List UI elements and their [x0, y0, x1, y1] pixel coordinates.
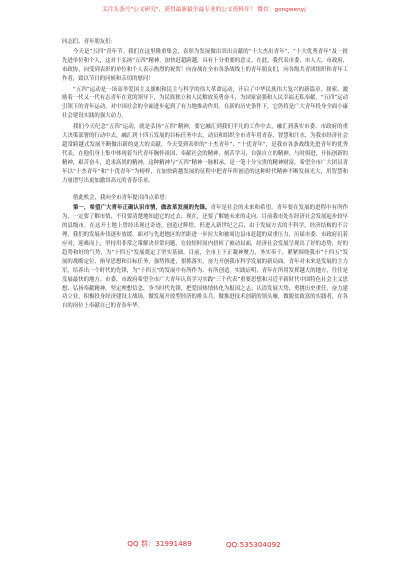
paragraph-3: 我们今天纪念“五四”运动，就是弘扬“五四”精神，要它融汇到我们平凡的工作中去，融汇到落实市委、市政府的重大决策部署的行动中去，融汇到十四五发展的目标任务中去，动员和组织全市青年用青春、智慧和汗水，为我市经济社会超常跨越式发展不断做出新的更大的贡献。今天受到表彰的“十杰青年”、“十优青年”，是我市各条战线先进青年的优秀代表，在他们身上集中体现着当代青年胸怀祖国、奉献社会的精神，刻苦学习，自强自立的精神，与时俱进，开拓创新的精神，艰苦奋斗，追求高尚的精神，这种精神与“五四”精神一脉相承，是一笔十分宝贵的精神财富。希望全市广大团员青年以“十杰青年”和“十优青年”为榜样，在加快跨越发展的征程中把青年所创造的这种时代精神不断发扬光大，用智慧和力量谱写出更加激昂高亢的青春乐章。 — [62, 124, 348, 184]
qq-group-label: QQ 群：31991489 — [127, 539, 192, 548]
bottom-watermark-banner — [0, 537, 408, 551]
paragraph-2: “五四”运动是一场高举爱国主义旗帜和民主与科学的伟大革命运动，开启了中华民族伟大复兴的新篇章，探索、激励着一代又一代有志青年在党的领导下，为民族独立和人民解放英勇奋斗，为国家富强和人民幸福无私奉献。“五四”运动引领下的青年运动，对中国社会的全面进步起到了有力地推动作用。在新的历史条件下，它仍将是广大青年投身全面小康社会建设实践的强大动力。 — [62, 86, 348, 120]
first-point-body: 青年是社会的未来和希望。青年要在发展的进程中有所作为，一定要了解市情，不仅要清楚地知道它的过去、现在，还要了解她未来的走向。目前我市处在经济社会发展起步较早的县级市，在这开土地上曾经出现过奇迹，创造过辉煌。但进入新世纪之后，由于发展方式的不科学，经济结构的不合理，我们的发展步伐逐步放缓。面对与先进地区的差距进一步拉大和被周边县市赶超的双重压力，历届市委、市政府沉着应对，迎难而上，坚持用非常之策解决非常问题，在较短时间内扭转了被动局面，经济社会发展呈现出了好的态势，好的趋势和好的气势，为“十四五”发展奠定了坚实基础。目前，全市上下正凝神聚力，务实奉干，紧紧围绕我市“十四五”发展的战略定位、指导思想和目标任务，强势推进，狠抓落实，奋力开创我市科学发展的新局面。青年对未来是发展的主力军。培养出一个时代的先锋，为“十四五”的发展中有所作为、有所创造。实践证明，青年在所用发挥越大的地方，往往是发展最快的地方。市委、市政府希望全市广大青年认真学习实践“三个代表”重要思想和习近平新时代中国特色社会主义思想，弘扬奉献精神，坚定理想信念，争当时代先锋，把爱国热情转化为报国之志；认清发展大势，勇挑历史重任，奋力建功立业，积极投身经济建设主战场，做发展开放型经济的排头兵，做推进技术创新的领头雁，做脱贫致富的实践者，在各自的岗位上奉献自己的青春年华。 — [62, 205, 348, 310]
document-body — [62, 38, 348, 313]
qq-label: QQ:535304092 — [225, 539, 281, 549]
first-point-heading: 第一，希望广大青年正确认识市情，做改革发展的先锋。 — [73, 205, 211, 212]
intro-line: 借此机会，我向全市青年提出四点希望： — [73, 194, 171, 201]
top-banner-text: 关注头条号"公文研究"，获得最新最全最专业的公文资料库！ 微信：gongwenyj — [102, 7, 306, 13]
paragraph-1: 今天是“五四”青年节。我们在这里隆重集会，表彰为发展做出突出贡献的“十大杰出青年”、“十大优秀青年”及一批先进单位和个人，这对于弘扬“五四”精神，加快赶超跨越，具有十分重要的意义。在此，我代表市委、市人大、市政府、市政协，向受到表彰的单位和个人表示热烈的祝贺！向奋战在全市各条战线上的青年朋友们，向各级共青团组织和青年工作者，致以节日的问候和亲切的慰问！ — [62, 48, 348, 82]
top-watermark-banner — [0, 0, 408, 18]
salutation: 同志们、青年朋友们： — [62, 39, 116, 45]
first-point-paragraph — [62, 204, 348, 311]
